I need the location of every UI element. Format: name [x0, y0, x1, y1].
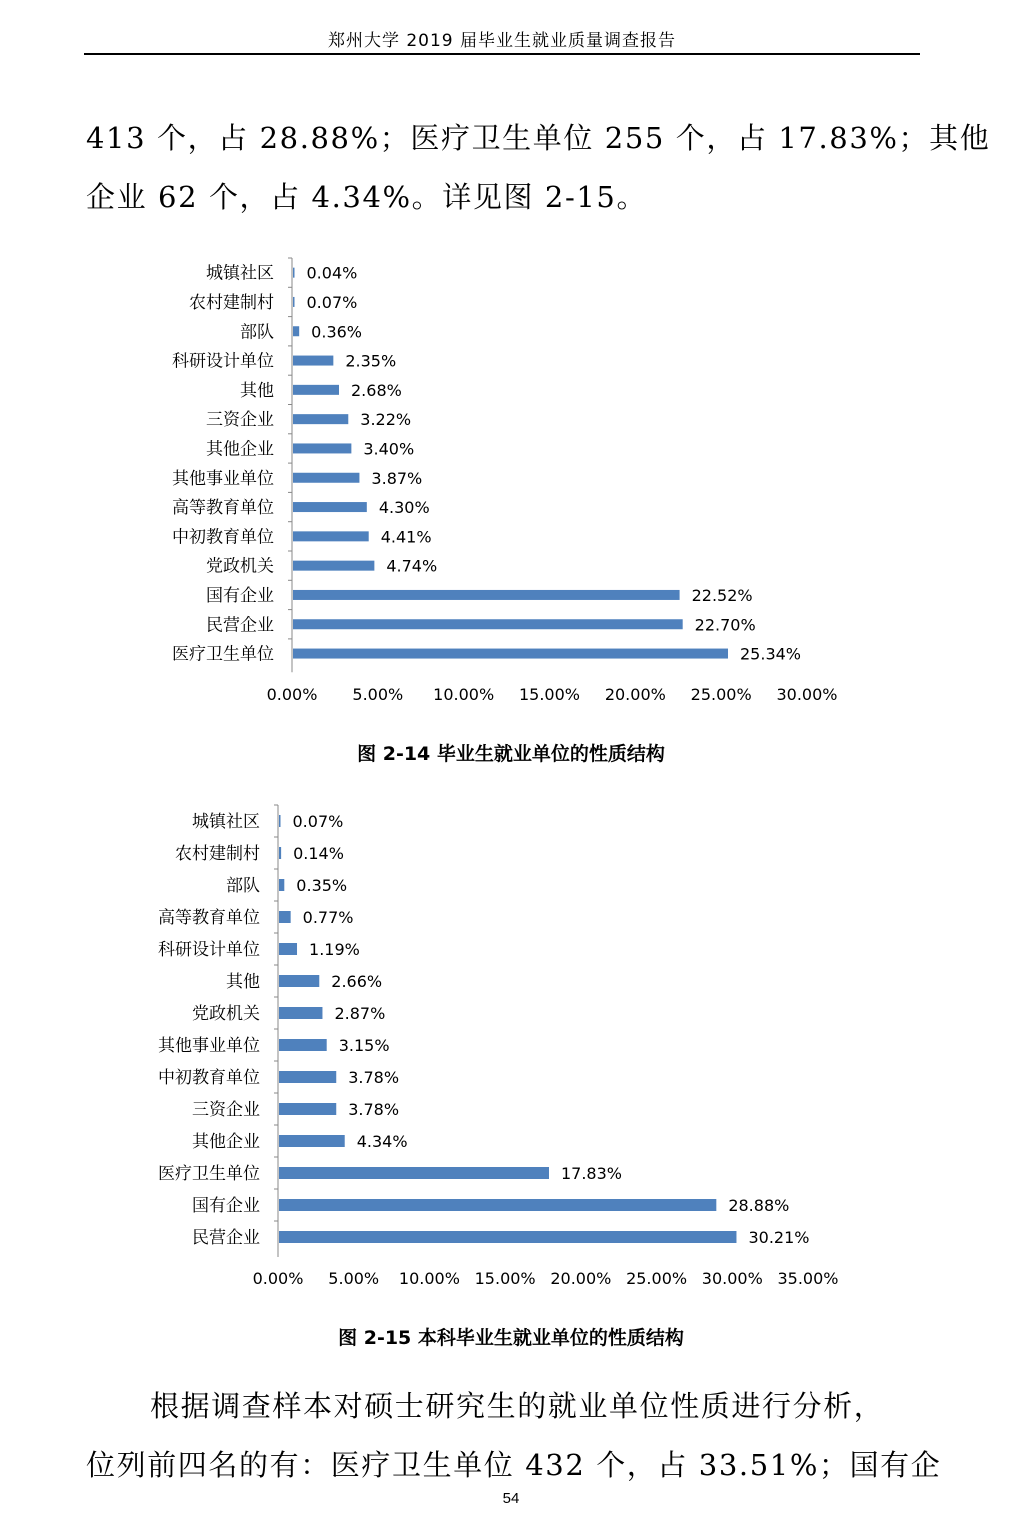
value-label: 22.52%	[691, 585, 753, 605]
bar	[279, 1135, 345, 1147]
bar	[293, 502, 367, 512]
bar	[293, 649, 728, 659]
value-label: 2.66%	[331, 972, 383, 991]
x-tick-label: 0.00%	[266, 685, 318, 704]
category-label: 党政机关	[192, 1004, 260, 1024]
bar	[279, 1071, 336, 1083]
bar	[293, 326, 299, 336]
value-label: 0.14%	[293, 844, 344, 863]
category-label: 其他事业单位	[172, 468, 274, 489]
x-tick-label: 5.00%	[328, 1269, 380, 1288]
bar	[293, 590, 680, 600]
category-label: 医疗卫生单位	[172, 644, 274, 665]
x-tick-label: 10.00%	[398, 1269, 460, 1288]
category-label: 民营企业	[206, 615, 274, 636]
category-label: 部队	[226, 876, 260, 896]
bar	[279, 911, 291, 923]
value-label: 1.19%	[309, 940, 360, 959]
value-label: 4.74%	[386, 556, 438, 576]
category-label: 中初教育单位	[158, 1068, 260, 1088]
category-label: 中初教育单位	[172, 527, 274, 548]
chart-caption-2-15: 图 2-15 本科毕业生就业单位的性质结构	[338, 1327, 684, 1349]
paragraph-line: 企业 62 个，占 4.34%。详见图 2-15。	[86, 180, 648, 214]
x-tick-label: 20.00%	[550, 1269, 612, 1288]
value-label: 2.35%	[345, 351, 397, 371]
bar	[293, 531, 369, 541]
category-label: 城镇社区	[192, 812, 260, 832]
report-header: 郑州大学 2019 届毕业生就业质量调查报告	[327, 31, 677, 51]
value-label: 3.78%	[348, 1068, 400, 1087]
bar	[293, 443, 351, 453]
bar	[279, 815, 281, 827]
value-label: 3.40%	[363, 439, 415, 459]
value-label: 17.83%	[560, 1164, 623, 1183]
x-tick-label: 25.00%	[626, 1269, 688, 1288]
bar	[293, 356, 333, 366]
value-label: 4.41%	[380, 527, 432, 547]
bar	[279, 1103, 336, 1115]
category-label: 其他企业	[192, 1132, 260, 1152]
value-label: 3.15%	[338, 1036, 390, 1055]
category-label: 其他事业单位	[158, 1036, 260, 1056]
bar	[293, 473, 359, 483]
x-tick-label: 10.00%	[433, 685, 495, 704]
chart-2-15	[0, 800, 1022, 1300]
value-label: 0.07%	[306, 292, 358, 312]
bar	[279, 1039, 327, 1051]
bar	[279, 1167, 549, 1179]
category-label: 部队	[240, 322, 274, 343]
category-label: 国有企业	[192, 1196, 260, 1216]
category-label: 其他企业	[206, 439, 274, 460]
value-label: 0.04%	[306, 263, 358, 283]
category-label: 科研设计单位	[158, 940, 260, 960]
bar	[279, 1231, 736, 1243]
value-label: 25.34%	[740, 644, 802, 664]
category-label: 农村建制村	[175, 844, 260, 864]
category-label: 党政机关	[206, 556, 274, 577]
paragraph-line: 根据调查样本对硕士研究生的就业单位性质进行分析，	[150, 1389, 885, 1423]
value-label: 2.68%	[351, 380, 402, 400]
bar	[293, 385, 339, 395]
x-tick-label: 25.00%	[690, 685, 752, 704]
value-label: 22.70%	[694, 615, 756, 635]
category-label: 三资企业	[192, 1100, 260, 1120]
category-label: 医疗卫生单位	[158, 1164, 260, 1184]
value-label: 0.77%	[302, 908, 354, 927]
value-label: 0.07%	[292, 812, 344, 831]
category-label: 国有企业	[206, 585, 274, 606]
paragraph-line: 413 个，占 28.88%；医疗卫生单位 255 个，占 17.83%；其他	[86, 121, 991, 155]
x-tick-label: 15.00%	[518, 685, 581, 704]
paragraph-line: 位列前四名的有：医疗卫生单位 432 个，占 33.51%；国有企	[86, 1448, 942, 1482]
bar	[279, 847, 281, 859]
page-number: 54	[502, 1490, 520, 1507]
category-label: 其他	[240, 380, 274, 401]
x-tick-label: 0.00%	[252, 1269, 304, 1288]
category-label: 三资企业	[206, 410, 274, 431]
value-label: 30.21%	[748, 1228, 810, 1247]
category-label: 民营企业	[192, 1228, 260, 1248]
value-label: 3.87%	[371, 468, 423, 488]
value-label: 0.35%	[296, 876, 348, 895]
bar	[279, 879, 284, 891]
bar	[293, 414, 348, 424]
x-tick-label: 20.00%	[604, 685, 666, 704]
value-label: 0.36%	[311, 322, 363, 342]
bar	[279, 1199, 716, 1211]
value-label: 28.88%	[728, 1196, 790, 1215]
x-tick-label: 35.00%	[777, 1269, 839, 1288]
header-rule	[84, 53, 920, 55]
x-tick-label: 30.00%	[776, 685, 838, 704]
chart-2-14	[0, 250, 1022, 704]
value-label: 2.87%	[334, 1004, 386, 1023]
category-label: 农村建制村	[189, 292, 274, 313]
value-label: 4.34%	[356, 1132, 408, 1151]
category-label: 城镇社区	[206, 263, 274, 284]
bar	[293, 561, 374, 571]
category-label: 其他	[226, 972, 260, 992]
category-label: 高等教育单位	[158, 908, 260, 928]
bar	[279, 943, 297, 955]
category-label: 科研设计单位	[172, 351, 274, 372]
bar	[293, 268, 295, 278]
x-tick-label: 30.00%	[701, 1269, 763, 1288]
x-tick-label: 5.00%	[352, 685, 404, 704]
bar	[293, 297, 295, 307]
bar	[293, 619, 683, 629]
chart-caption-2-14: 图 2-14 毕业生就业单位的性质结构	[357, 743, 665, 765]
value-label: 3.22%	[360, 410, 412, 430]
x-tick-label: 15.00%	[474, 1269, 536, 1288]
bar	[279, 1007, 322, 1019]
value-label: 3.78%	[348, 1100, 400, 1119]
bar	[279, 975, 319, 987]
value-label: 4.30%	[378, 498, 430, 518]
category-label: 高等教育单位	[172, 498, 274, 519]
